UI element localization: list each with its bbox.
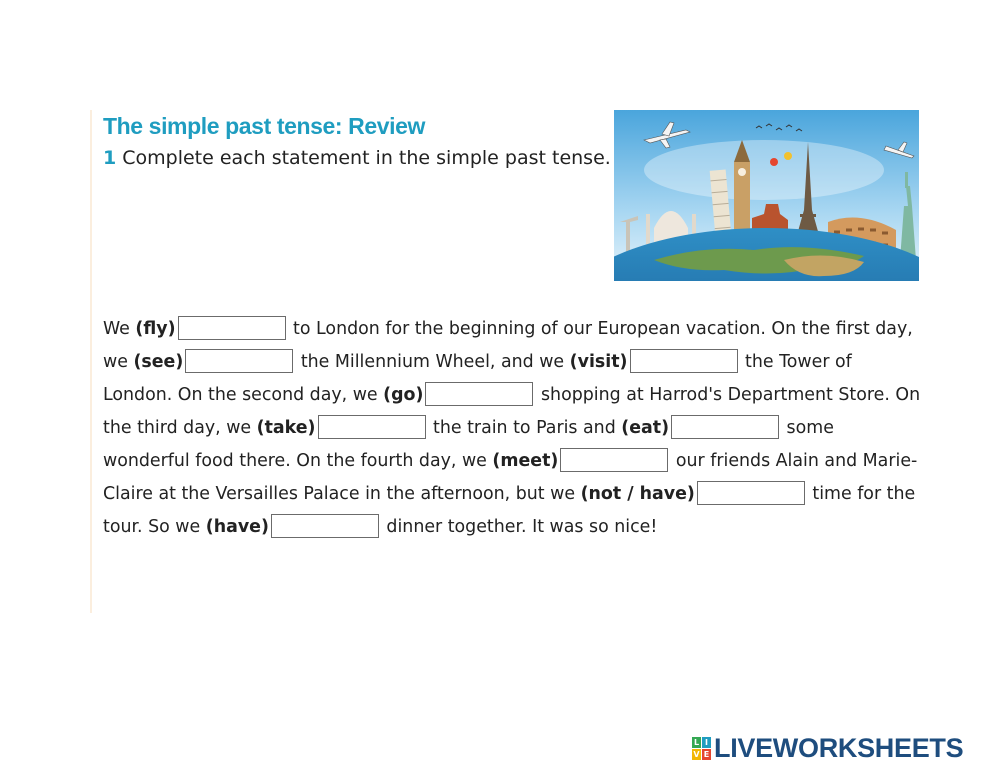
verb-cue-visit: (visit) <box>569 352 628 372</box>
answer-input-6[interactable] <box>671 415 779 439</box>
instruction-text: Complete each statement in the simple past tense. <box>122 147 611 169</box>
passage-text: the Millennium Wheel, and we <box>295 352 570 372</box>
passage-text: to London for the beginning of our European vacation. On the first day, we <box>103 319 913 372</box>
worksheet-title: The simple past tense: Review <box>103 113 426 139</box>
passage-text: shopping at Harrod's Department Store. On the third day, we <box>103 385 921 438</box>
answer-input-7[interactable] <box>560 448 668 472</box>
verb-cue-meet: (meet) <box>492 451 559 471</box>
answer-input-1[interactable] <box>178 316 286 340</box>
passage-text: the Tower of London. On the second day, we <box>103 352 852 405</box>
left-margin-rule <box>90 110 92 613</box>
world-landmarks-image <box>614 110 919 281</box>
instruction-number: 1 <box>103 147 117 169</box>
verb-cue-see: (see) <box>133 352 184 372</box>
answer-input-5[interactable] <box>318 415 426 439</box>
logo-mark-icon: L I V E <box>693 737 710 759</box>
passage-text: our friends Alain and Marie-Claire at the Versailles Palace in the afternoon, but we <box>103 451 918 504</box>
logo-wordmark: LIVEWORKSHEETS <box>714 732 964 763</box>
passage-text: some wonderful food there. On the fourth day, we <box>103 418 834 471</box>
instruction <box>103 147 611 169</box>
verb-cue-go: (go) <box>383 385 424 405</box>
verb-cue-eat: (eat) <box>621 418 670 438</box>
verb-cue-take: (take) <box>256 418 316 438</box>
passage-text: the train to Paris and <box>427 418 622 438</box>
answer-input-9[interactable] <box>271 514 379 538</box>
answer-input-4[interactable] <box>425 382 533 406</box>
answer-input-3[interactable] <box>630 349 738 373</box>
verb-cue-fly: (fly) <box>135 319 176 339</box>
fill-in-paragraph <box>103 313 923 544</box>
answer-input-8[interactable] <box>697 481 805 505</box>
answer-input-2[interactable] <box>185 349 293 373</box>
verb-cue-not-have: (not / have) <box>580 484 695 504</box>
passage-text: time for the tour. So we <box>103 484 916 537</box>
passage-text: dinner together. It was so nice! <box>380 517 658 537</box>
verb-cue-have: (have) <box>205 517 269 537</box>
liveworksheets-logo <box>692 733 963 763</box>
passage-text: We <box>103 319 136 339</box>
